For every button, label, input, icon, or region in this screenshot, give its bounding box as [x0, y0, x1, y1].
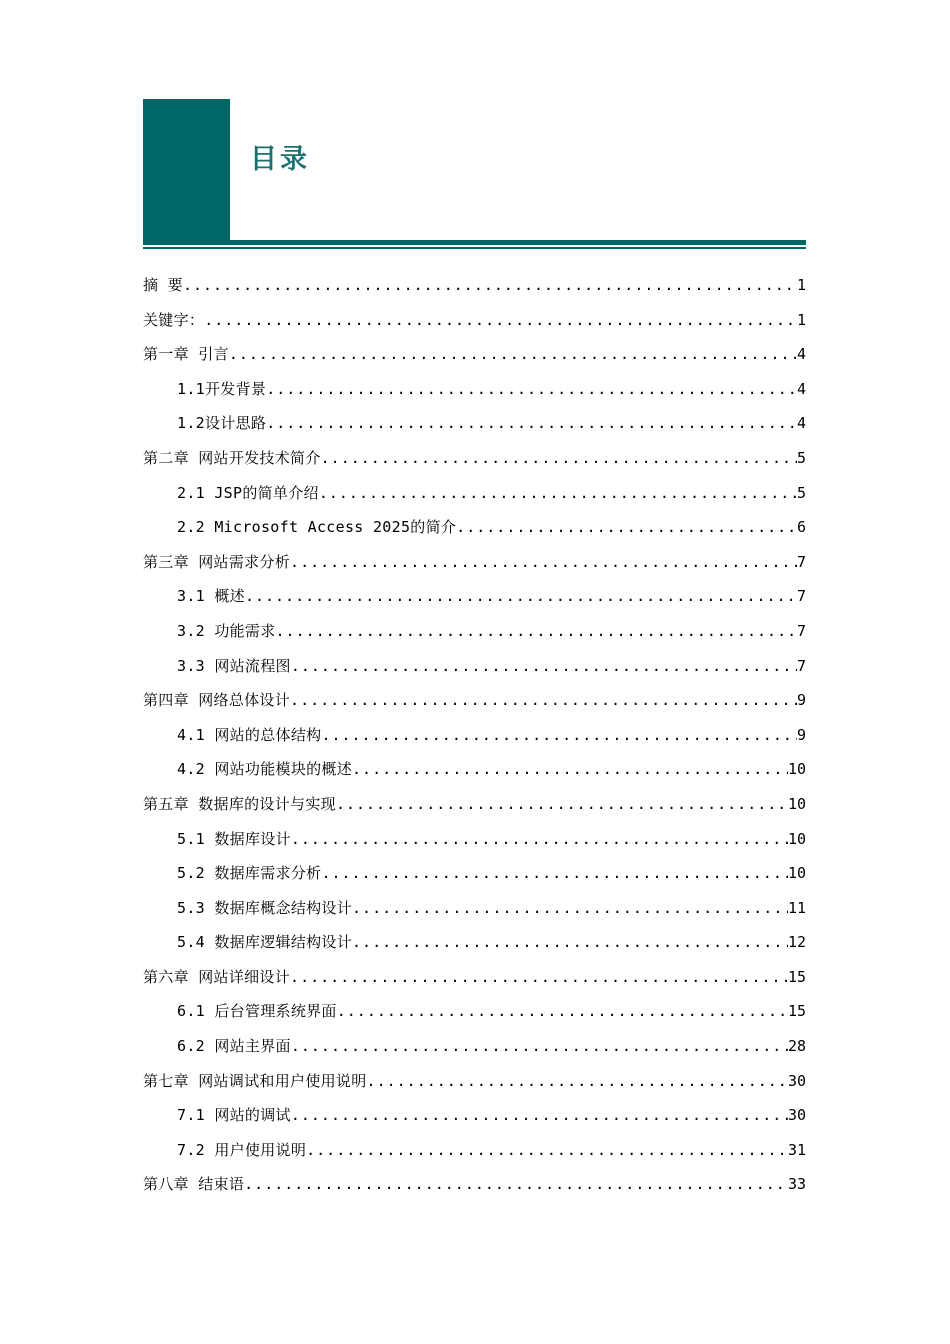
toc-entry-label: 关键字：: [143, 310, 205, 329]
toc-entry-label: 5.3 数据库概念结构设计: [177, 898, 353, 917]
toc-entry-page-number: 30: [787, 1071, 806, 1090]
toc-entry-label: 第七章 网站调试和用户使用说明: [143, 1071, 367, 1090]
toc-dot-leader: [306, 1133, 788, 1168]
toc-entry-page-number: 10: [787, 794, 806, 813]
toc-entry-page-number: 1: [796, 310, 806, 329]
toc-entry-page-number: 4: [796, 345, 806, 364]
toc-dot-leader: [204, 303, 797, 338]
toc-entry-label: 1.2设计思路: [177, 414, 267, 433]
toc-dot-leader: [336, 787, 788, 822]
toc-entry[interactable]: [143, 1167, 806, 1202]
toc-dot-leader: [244, 1167, 788, 1202]
toc-entry[interactable]: [143, 476, 806, 511]
toc-entry-label: 5.1 数据库设计: [177, 829, 291, 848]
toc-dot-leader: [321, 441, 797, 476]
toc-dot-leader: [321, 856, 788, 891]
toc-entry[interactable]: [143, 510, 806, 545]
toc-entry-page-number: 9: [796, 691, 806, 710]
toc-entry-page-number: 11: [787, 898, 806, 917]
toc-entry-label: 2.2 Microsoft Access 2025的简介: [177, 518, 457, 537]
toc-entry-page-number: 10: [787, 864, 806, 883]
toc-dot-leader: [291, 1029, 788, 1064]
toc-entry-label: 摘 要: [143, 276, 183, 294]
toc-entry[interactable]: [143, 1133, 806, 1168]
toc-entry-page-number: 28: [787, 1037, 806, 1056]
toc-entry-label: 6.1 后台管理系统界面: [177, 1002, 337, 1021]
toc-entry-label: 4.1 网站的总体结构: [177, 725, 322, 744]
toc-dot-leader: [291, 649, 797, 684]
toc-entry[interactable]: [143, 1098, 806, 1133]
toc-entry-label: 第二章 网站开发技术简介: [143, 448, 321, 467]
toc-entry[interactable]: [143, 787, 806, 822]
toc-entry[interactable]: [143, 718, 806, 753]
toc-entry-page-number: 1: [796, 276, 806, 294]
toc-entry[interactable]: [143, 891, 806, 926]
toc-entry[interactable]: [143, 1064, 806, 1099]
toc-entry[interactable]: [143, 441, 806, 476]
toc-entry-label: 7.2 用户使用说明: [177, 1140, 307, 1159]
toc-entry[interactable]: [143, 545, 806, 580]
toc-entry-page-number: 7: [796, 621, 806, 640]
toc-entry-page-number: 7: [796, 656, 806, 675]
toc-dot-leader: [266, 406, 797, 441]
toc-dot-leader: [183, 268, 797, 303]
toc-dot-leader: [290, 545, 797, 580]
toc-entry-label: 第八章 结束语: [143, 1175, 245, 1194]
toc-entry-page-number: 5: [796, 448, 806, 467]
toc-entry-page-number: 10: [787, 829, 806, 848]
toc-entry-page-number: 4: [796, 414, 806, 433]
toc-entry[interactable]: [143, 683, 806, 718]
toc-entry-label: 4.2 网站功能模块的概述: [177, 760, 353, 779]
toc-dot-leader: [321, 718, 797, 753]
toc-entry[interactable]: [143, 337, 806, 372]
toc-entry-label: 1.1开发背景: [177, 379, 267, 398]
toc-entry[interactable]: [143, 406, 806, 441]
toc-dot-leader: [290, 960, 788, 995]
toc-entry[interactable]: [143, 925, 806, 960]
toc-entry-page-number: 30: [787, 1106, 806, 1125]
toc-dot-leader: [229, 337, 797, 372]
toc-dot-leader: [276, 614, 797, 649]
toc-entry[interactable]: [143, 752, 806, 787]
header-color-block: [143, 99, 230, 240]
toc-dot-leader: [367, 1064, 788, 1099]
toc-entry[interactable]: [143, 649, 806, 684]
toc-entry-page-number: 12: [787, 933, 806, 952]
toc-dot-leader: [352, 891, 788, 926]
toc-entry[interactable]: [143, 960, 806, 995]
toc-entry-page-number: 6: [796, 518, 806, 537]
toc-dot-leader: [245, 579, 797, 614]
toc-entry[interactable]: [143, 372, 806, 407]
toc-entry-label: 第六章 网站详细设计: [143, 967, 291, 986]
toc-dot-leader: [337, 994, 788, 1029]
toc-entry-label: 5.2 数据库需求分析: [177, 864, 322, 883]
toc-entry-page-number: 33: [787, 1175, 806, 1194]
toc-dot-leader: [290, 683, 797, 718]
toc-entry[interactable]: [143, 994, 806, 1029]
toc-entry-page-number: 4: [796, 379, 806, 398]
toc-entry-label: 3.3 网站流程图: [177, 656, 291, 675]
table-of-contents: [143, 268, 806, 1202]
toc-entry-label: 5.4 数据库逻辑结构设计: [177, 933, 353, 952]
toc-entry-label: 3.2 功能需求: [177, 621, 276, 640]
toc-entry-page-number: 15: [787, 967, 806, 986]
toc-entry-page-number: 31: [787, 1140, 806, 1159]
toc-dot-leader: [319, 476, 797, 511]
toc-entry-page-number: 10: [787, 760, 806, 779]
toc-entry-label: 7.1 网站的调试: [177, 1106, 291, 1125]
toc-dot-leader: [291, 1098, 788, 1133]
toc-entry-label: 第三章 网站需求分析: [143, 552, 291, 571]
toc-entry-page-number: 9: [796, 725, 806, 744]
toc-entry-label: 3.1 概述: [177, 587, 245, 606]
toc-entry-label: 2.1 JSP的简单介绍: [177, 483, 319, 502]
toc-entry[interactable]: [143, 303, 806, 338]
header-rule-thick: [143, 240, 806, 245]
toc-entry-label: 第一章 引言: [143, 345, 229, 364]
page-title: 目录: [250, 144, 310, 175]
toc-entry[interactable]: [143, 822, 806, 857]
toc-entry[interactable]: [143, 268, 806, 303]
toc-dot-leader: [352, 752, 788, 787]
toc-dot-leader: [456, 510, 797, 545]
toc-entry-page-number: 7: [796, 552, 806, 571]
toc-dot-leader: [352, 925, 788, 960]
toc-entry[interactable]: [143, 856, 806, 891]
toc-entry-label: 第五章 数据库的设计与实现: [143, 794, 336, 813]
toc-entry-label: 6.2 网站主界面: [177, 1037, 291, 1056]
toc-entry-label: 第四章 网络总体设计: [143, 691, 291, 710]
toc-entry[interactable]: [143, 579, 806, 614]
toc-entry[interactable]: [143, 1029, 806, 1064]
toc-dot-leader: [266, 372, 797, 407]
toc-entry-page-number: 5: [796, 483, 806, 502]
toc-entry-page-number: 7: [796, 587, 806, 606]
toc-dot-leader: [291, 822, 788, 857]
toc-entry-page-number: 15: [787, 1002, 806, 1021]
toc-entry[interactable]: [143, 614, 806, 649]
header-rule-thin: [143, 247, 806, 249]
